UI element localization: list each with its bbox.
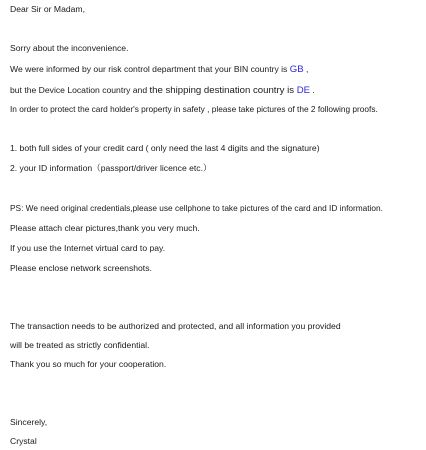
virtual-card-line: If you use the Internet virtual card to pay. — [10, 243, 166, 253]
signature: Crystal — [10, 436, 37, 446]
enclose-line: Please enclose network screenshots. — [10, 263, 152, 273]
shipping-country-suffix: . — [310, 85, 315, 95]
proof-item-1: 1. both full sides of your credit card ( only need the last 4 digits and the signature) — [10, 143, 320, 153]
shipping-destination-text: the shipping destination country is — [149, 85, 297, 96]
closing-line: Sincerely, — [10, 417, 48, 427]
authorization-line-1: The transaction needs to be authorized and protected, and all information you provided — [10, 321, 341, 331]
bin-country-value: GB — [289, 64, 304, 75]
salutation: Dear Sir or Madam, — [10, 4, 85, 14]
ps-line: PS: We need original credentials,please use cellphone to take pictures of the card and ID information. — [10, 203, 383, 213]
device-location-text: but the Device Location country and — [10, 85, 150, 95]
bin-country-suffix: , — [303, 64, 309, 74]
bin-country-text: We were informed by our risk control department that your BIN country is — [10, 64, 290, 74]
device-location-line — [10, 84, 315, 97]
authorization-line-2: will be treated as strictly confidential. — [10, 340, 150, 350]
apology-line: Sorry about the inconvenience. — [10, 43, 129, 53]
protect-line: In order to protect the card holder's property in safety , please take pictures of the 2 following proofs. — [10, 104, 378, 114]
proof-item-2: 2. your ID information（passport/driver licence etc.） — [10, 163, 212, 173]
shipping-country-value: DE — [296, 85, 311, 96]
bin-country-line — [10, 63, 308, 76]
attach-line: Please attach clear pictures,thank you very much. — [10, 223, 200, 233]
thanks-line: Thank you so much for your cooperation. — [10, 359, 167, 369]
